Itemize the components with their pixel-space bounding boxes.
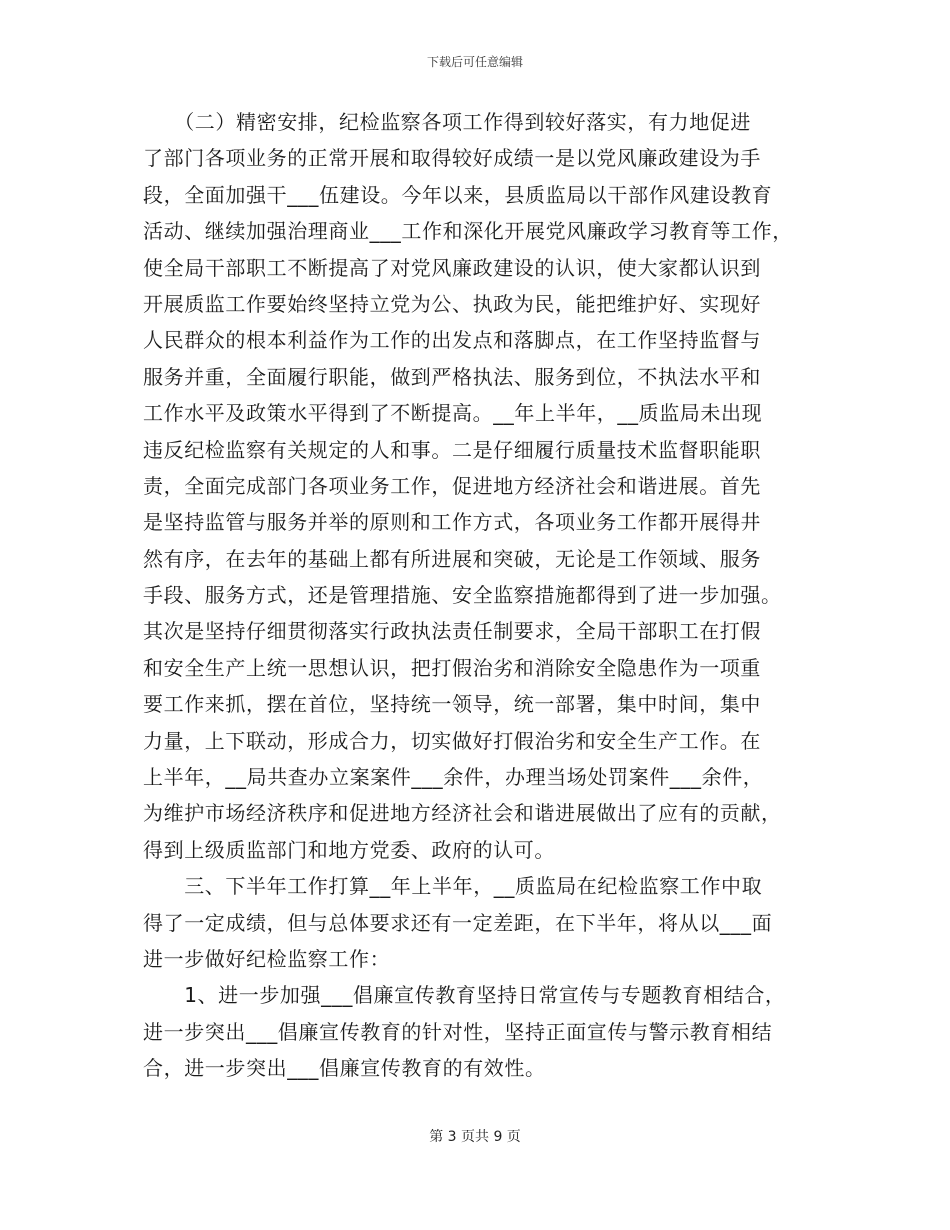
text-line: 其次是坚持仔细贯彻落实行政执法责任制要求，全局干部职工在打假 bbox=[143, 619, 761, 644]
text-line: 得到上级质监部门和地方党委、政府的认可。 bbox=[143, 837, 555, 862]
text-line: 手段、服务方式，还是管理措施、安全监察措施都得到了进一步加强。 bbox=[143, 583, 782, 608]
text-line: 1、进一步加强___倡廉宣传教育坚持日常宣传与专题教育相结合， bbox=[143, 983, 786, 1008]
text-line: 三、下半年工作打算__年上半年，__质监局在纪检监察工作中取 bbox=[143, 874, 763, 899]
text-line: 活动、继续加强治理商业___工作和深化开展党风廉政学习教育等工作， bbox=[143, 219, 793, 244]
text-line: 工作水平及政策水平得到了不断提高。__年上半年，__质监局未出现 bbox=[143, 401, 763, 426]
text-line: 开展质监工作要始终坚持立党为公、执政为民，能把维护好、实现好 bbox=[143, 291, 761, 316]
text-line: 合，进一步突出___倡廉宣传教育的有效性。 bbox=[143, 1056, 546, 1081]
text-line: 使全局干部职工不断提高了对党风廉政建设的认识，使大家都认识到 bbox=[143, 255, 761, 280]
text-line: 进一步做好纪检监察工作： bbox=[143, 946, 391, 971]
text-line: 是坚持监管与服务并举的原则和工作方式，各项业务工作都开展得井 bbox=[143, 510, 761, 535]
text-line: 责，全面完成部门各项业务工作，促进地方经济社会和谐进展。首先 bbox=[143, 473, 761, 498]
text-line: 进一步突出___倡廉宣传教育的针对性，坚持正面宣传与警示教育相结 bbox=[143, 1019, 773, 1044]
text-line: 要工作来抓，摆在首位，坚持统一领导，统一部署，集中时间，集中 bbox=[143, 692, 761, 717]
text-line: 人民群众的根本利益作为工作的出发点和落脚点，在工作坚持监督与 bbox=[143, 328, 761, 353]
text-line: （二）精密安排，纪检监察各项工作得到较好落实，有力地促进 bbox=[143, 110, 751, 134]
text-line: 违反纪检监察有关规定的人和事。二是仔细履行质量技术监督职能职 bbox=[143, 437, 761, 462]
text-line: 和安全生产上统一思想认识，把打假治劣和消除安全隐患作为一项重 bbox=[143, 655, 761, 680]
text-line: 力量，上下联动，形成合力，切实做好打假治劣和安全生产工作。在 bbox=[143, 728, 761, 753]
page-number: 第 3 页共 9 页 bbox=[429, 1129, 521, 1145]
text-line: 上半年，__局共查办立案案件___余件，办理当场处罚案件___余件， bbox=[143, 765, 764, 790]
page-header: 下载后可任意编辑 bbox=[426, 55, 523, 69]
text-line: 得了一定成绩，但与总体要求还有一定差距，在下半年，将从以___面 bbox=[143, 910, 773, 935]
text-line: 段，全面加强干___伍建设。今年以来，县质监局以干部作风建设教育 bbox=[143, 182, 773, 207]
text-line: 服务并重，全面履行职能，做到严格执法、服务到位，不执法水平和 bbox=[143, 364, 761, 389]
text-line: 了部门各项业务的正常开展和取得较好成绩一是以党风廉政建设为手 bbox=[143, 146, 761, 171]
text-line: 为维护市场经济秩序和促进地方经济社会和谐进展做出了应有的贡献， bbox=[143, 801, 782, 826]
text-line: 然有序，在去年的基础上都有所进展和突破，无论是工作领域、服务 bbox=[143, 546, 761, 571]
document-body bbox=[143, 104, 823, 1087]
